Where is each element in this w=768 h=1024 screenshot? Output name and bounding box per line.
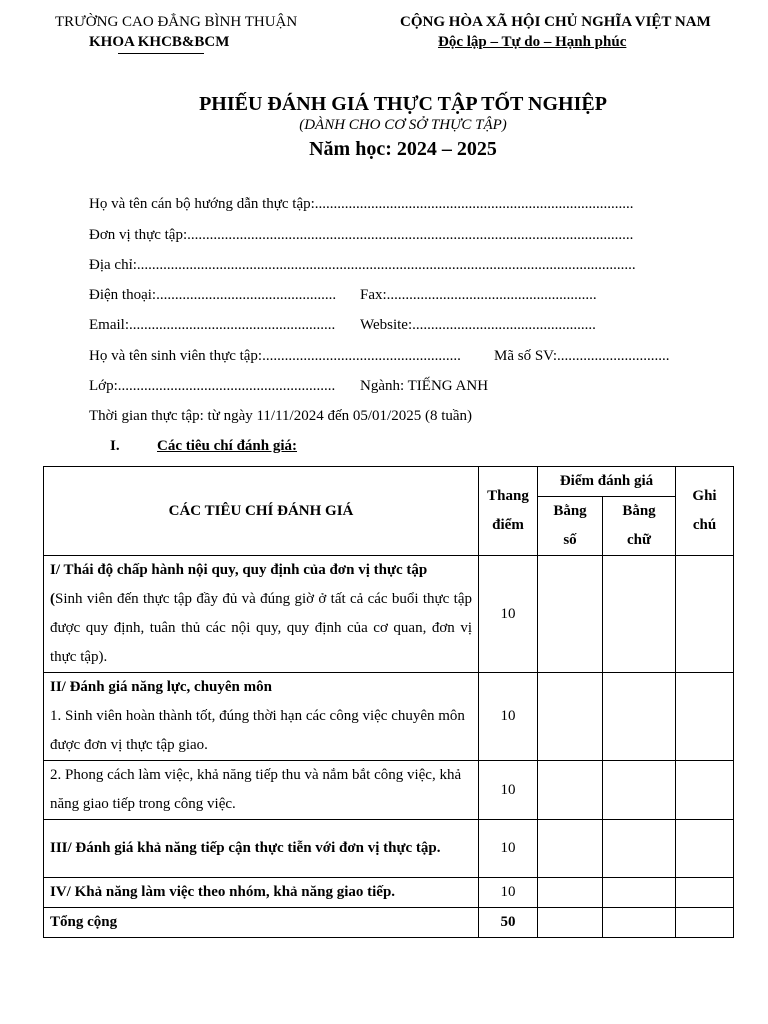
criteria-paren: ( (50, 591, 55, 607)
section-number: I. (110, 438, 120, 454)
header-criteria: CÁC TIÊU CHÍ ĐÁNH GIÁ (44, 467, 479, 556)
scale-cell: 10 (479, 820, 538, 878)
table-header-row (44, 467, 734, 497)
fax-field: Fax:........................................................ (360, 287, 597, 303)
score-words-cell[interactable] (603, 878, 676, 908)
total-numeric-cell[interactable] (538, 908, 603, 938)
period-field: Thời gian thực tập: từ ngày 11/11/2024 đến 05/01/2025 (8 tuần) (89, 408, 473, 424)
criteria-text: Sinh viên đến thực tập đầy đủ và đúng giờ ở tất cả các buổi thực tập được quy định, tuân thủ các nội quy, quy định của cơ quan, đơn vị thực tập). (50, 591, 472, 665)
supervisor-field: Họ và tên cán bộ hướng dẫn thực tập:..................................................................................... (89, 196, 634, 212)
website-field: Website:................................................. (360, 317, 596, 333)
scale-cell: 10 (479, 761, 538, 820)
table-row (44, 556, 734, 673)
document-subtitle: (DÀNH CHO CƠ SỞ THỰC TẬP) (299, 117, 507, 133)
total-scale: 50 (479, 908, 538, 938)
note-cell[interactable] (676, 556, 734, 673)
header-numeric-line1: Bằng (553, 503, 587, 519)
student-field: Họ và tên sinh viên thực tập:..................................................... (89, 348, 461, 364)
note-cell[interactable] (676, 673, 734, 761)
header-words-line2: chữ (627, 532, 652, 548)
total-note-cell[interactable] (676, 908, 734, 938)
note-cell[interactable] (676, 761, 734, 820)
phone-field: Điện thoại:................................................ (89, 287, 337, 303)
score-numeric-cell[interactable] (538, 761, 603, 820)
table-row (44, 673, 734, 761)
table-row (44, 761, 734, 820)
table-row (44, 878, 734, 908)
criteria-heading: II/ Đánh giá năng lực, chuyên môn (50, 679, 272, 695)
table-row (44, 820, 734, 878)
criteria-cell (44, 673, 479, 761)
criteria-cell: IV/ Khả năng làm việc theo nhóm, khả năng giao tiếp. (44, 878, 479, 908)
scale-cell: 10 (479, 673, 538, 761)
unit-field: Đơn vị thực tập:....................................................................................................................... (89, 227, 634, 243)
header-note-line1: Ghi (692, 488, 717, 504)
address-field: Địa chỉ:..................................................................................................................................... (89, 257, 636, 273)
total-row (44, 908, 734, 938)
score-words-cell[interactable] (603, 673, 676, 761)
score-numeric-cell[interactable] (538, 673, 603, 761)
header-scale-line2: điểm (492, 517, 524, 533)
total-words-cell[interactable] (603, 908, 676, 938)
total-label: Tổng cộng (44, 908, 479, 938)
national-title: CỘNG HÒA XÃ HỘI CHỦ NGHĨA VIỆT NAM (400, 14, 711, 30)
criteria-heading: I/ Thái độ chấp hành nội quy, quy định của đơn vị thực tập (50, 562, 428, 578)
header-words (603, 497, 676, 556)
scale-cell: 10 (479, 556, 538, 673)
national-motto: Độc lập – Tự do – Hạnh phúc (438, 34, 627, 50)
criteria-text: 1. Sinh viên hoàn thành tốt, đúng thời hạn các công việc chuyên môn được đơn vị thực tập giao. (50, 708, 465, 753)
header-numeric-line2: số (563, 532, 577, 548)
header-scale (479, 467, 538, 556)
class-field: Lớp:.......................................................... (89, 378, 336, 394)
header-numeric (538, 497, 603, 556)
score-numeric-cell[interactable] (538, 820, 603, 878)
score-words-cell[interactable] (603, 761, 676, 820)
header-note (676, 467, 734, 556)
evaluation-table (43, 466, 734, 938)
header-score: Điểm đánh giá (538, 467, 676, 497)
department-name: KHOA KHCB&BCM (89, 34, 230, 50)
header-note-line2: chú (692, 517, 717, 533)
criteria-cell (44, 556, 479, 673)
scale-cell: 10 (479, 878, 538, 908)
score-numeric-cell[interactable] (538, 556, 603, 673)
header-scale-line1: Thang (487, 488, 529, 504)
section-heading: Các tiêu chí đánh giá: (157, 438, 298, 454)
student-id-field: Mã số SV:.............................. (494, 348, 670, 364)
major-field: Ngành: TIẾNG ANH (360, 378, 489, 394)
criteria-cell: 2. Phong cách làm việc, khả năng tiếp thu và nắm bắt công việc, khả năng giao tiếp trong công việc. (44, 761, 479, 820)
school-name: TRƯỜNG CAO ĐẲNG BÌNH THUẬN (55, 14, 298, 30)
email-field: Email:....................................................... (89, 317, 336, 333)
note-cell[interactable] (676, 878, 734, 908)
header-words-line1: Bằng (622, 503, 656, 519)
school-year: Năm học: 2024 – 2025 (309, 138, 497, 160)
score-words-cell[interactable] (603, 820, 676, 878)
score-words-cell[interactable] (603, 556, 676, 673)
department-underline (118, 53, 204, 54)
criteria-cell: III/ Đánh giá khả năng tiếp cận thực tiễn với đơn vị thực tập. (44, 820, 479, 878)
document-title: PHIẾU ĐÁNH GIÁ THỰC TẬP TỐT NGHIỆP (199, 93, 607, 115)
note-cell[interactable] (676, 820, 734, 878)
score-numeric-cell[interactable] (538, 878, 603, 908)
